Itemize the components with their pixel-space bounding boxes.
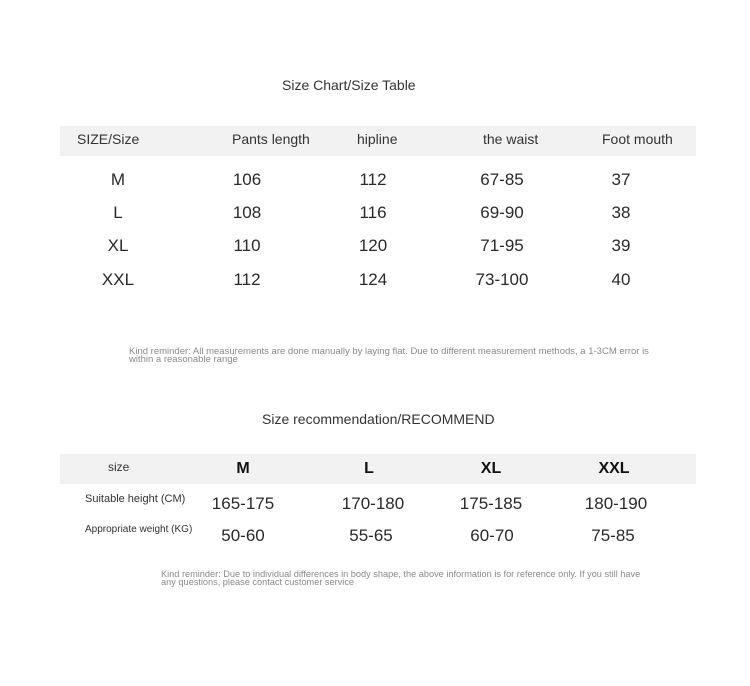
- size-chart-cell: 38: [611, 203, 631, 222]
- size-chart-cell: 73-100: [475, 270, 529, 289]
- size-chart-cell: 37: [611, 170, 631, 189]
- size-chart-cell: XXL: [101, 270, 135, 289]
- size-chart-cell: 124: [358, 270, 388, 289]
- reminder-line: within a reasonable range: [129, 354, 238, 365]
- recommend-row-label-height: Suitable height (CM): [85, 493, 186, 505]
- size-chart-header-foot-mouth: Foot mouth: [602, 131, 673, 147]
- recommend-cell: 175-185: [459, 494, 523, 513]
- size-chart-header-pants-length: Pants length: [232, 131, 310, 147]
- recommend-cell: 165-175: [211, 494, 275, 513]
- recommend-header-size: size: [108, 460, 130, 474]
- recommend-header-size-m: M: [236, 460, 250, 477]
- recommend-row-label-weight: Appropriate weight (KG): [85, 524, 193, 535]
- recommend-header-size-xxl: XXL: [598, 460, 630, 477]
- size-chart-cell: 108: [232, 203, 262, 222]
- size-chart-header-size: SIZE/Size: [77, 131, 140, 147]
- recommend-cell: 60-70: [470, 526, 514, 545]
- recommend-reminder: [161, 570, 640, 586]
- recommend-cell: 50-60: [221, 526, 265, 545]
- size-chart-cell: 67-85: [480, 170, 524, 189]
- size-chart-cell: 106: [232, 170, 262, 189]
- recommend-title: Size recommendation/RECOMMEND: [262, 411, 495, 427]
- size-chart-title: Size Chart/Size Table: [282, 77, 416, 93]
- size-chart-cell: 120: [358, 236, 388, 255]
- reminder-line: Kind reminder: Due to individual differences in body shape, the above information is for reference only. If you still have: [161, 569, 641, 579]
- recommend-header-size-l: L: [364, 460, 374, 477]
- recommend-cell: 55-65: [349, 526, 393, 545]
- size-chart-reminder: [129, 348, 649, 364]
- size-chart-cell: XL: [107, 236, 129, 255]
- size-chart-cell: 69-90: [480, 203, 524, 222]
- size-chart-cell: 40: [611, 270, 631, 289]
- size-chart-cell: 71-95: [480, 236, 524, 255]
- size-chart-cell: 116: [359, 203, 387, 222]
- recommend-cell: 180-190: [584, 494, 648, 513]
- size-chart-cell: 39: [611, 236, 631, 255]
- size-chart-cell: M: [110, 170, 126, 189]
- size-chart-cell: 112: [233, 270, 261, 289]
- size-chart-cell: 112: [359, 170, 387, 189]
- recommend-cell: 75-85: [591, 526, 635, 545]
- recommend-header-size-xl: XL: [480, 460, 502, 477]
- size-chart-header-hipline: hipline: [357, 131, 398, 147]
- size-chart-cell: L: [113, 203, 123, 222]
- recommend-cell: 170-180: [341, 494, 405, 513]
- reminder-line: Kind reminder: All measurements are done manually by laying flat. Due to different measurement methods, a 1-3CM error is: [129, 346, 649, 357]
- reminder-line: any questions, please contact customer service: [161, 577, 355, 587]
- size-chart-header-waist: the waist: [483, 131, 539, 147]
- size-chart-cell: 110: [233, 236, 261, 255]
